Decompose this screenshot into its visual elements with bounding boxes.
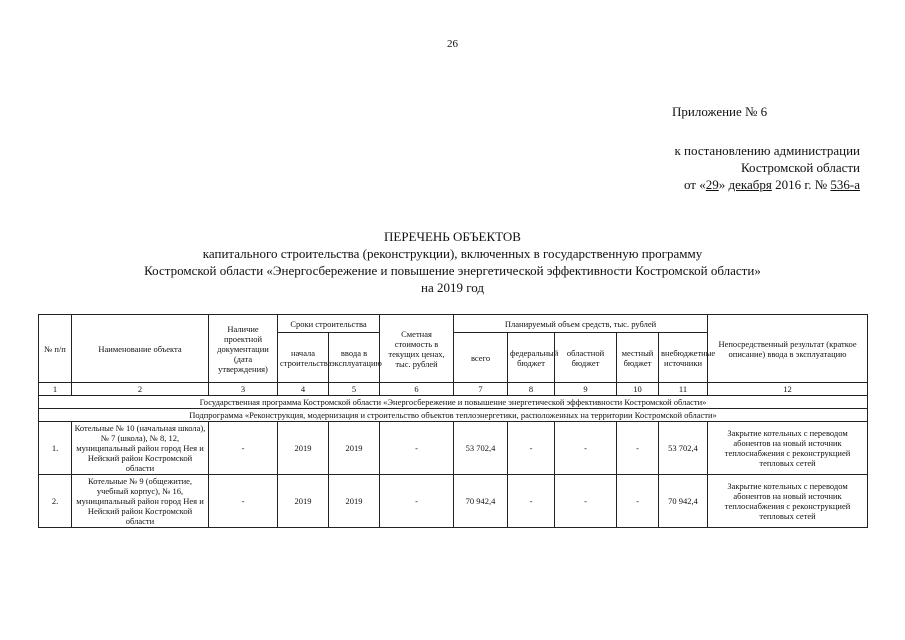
decree-mid: » — [718, 177, 729, 192]
appendix-label: Приложение № 6 — [672, 104, 768, 119]
decree-year: 2016 г. № — [771, 177, 831, 192]
row-commission: 2019 — [329, 475, 380, 528]
row-local: - — [617, 422, 659, 475]
header-total: всего — [454, 333, 508, 383]
header-result: Непосредственный результат (краткое описание) ввода в эксплуатацию — [708, 315, 868, 383]
objects-table — [38, 314, 868, 528]
header-regional: областной бюджет — [555, 333, 617, 383]
subprogram-title: Подпрограмма «Реконструкция, модернизация и строительство объектов теплоэнергетики, расположенных на территории Костромской области» — [39, 409, 868, 422]
decree-day: 29 — [705, 177, 719, 192]
header-local: местный бюджет — [617, 333, 659, 383]
decree-number: 536-а — [830, 177, 860, 192]
row-cost: - — [380, 422, 454, 475]
index-cell: 2 — [72, 383, 209, 396]
index-cell: 8 — [508, 383, 555, 396]
row-local: - — [617, 475, 659, 528]
header-commission: ввода в эксплуатацию — [329, 333, 380, 383]
row-object-name: Котельные № 10 (начальная школа), № 7 (школа), № 8, 12, муниципальный район город Нея и Нейский район Костромской области — [72, 422, 209, 475]
header-cost: Сметная стоимость в текущих ценах, тыс. рублей — [380, 315, 454, 383]
row-extra: 53 702,4 — [659, 422, 708, 475]
header-planned: Планируемый объем средств, тыс. рублей — [454, 315, 708, 333]
row-result: Закрытие котельных с переводом абонентов на новый источник теплоснабжения с реконструкцией тепловых сетей — [708, 475, 868, 528]
row-total: 70 942,4 — [454, 475, 508, 528]
row-docs: - — [209, 422, 278, 475]
index-cell: 11 — [659, 383, 708, 396]
index-cell: 6 — [380, 383, 454, 396]
row-start: 2019 — [278, 422, 329, 475]
header-start: начала строительства — [278, 333, 329, 383]
decree-prefix: от « — [683, 177, 706, 192]
index-row — [39, 383, 868, 396]
program-title: Государственная программа Костромской области «Энергосбережение и повышение энергетической эффективности Костромской области» — [39, 396, 868, 409]
row-start: 2019 — [278, 475, 329, 528]
title-line-3: Костромской области «Энергосбережение и повышение энергетической эффективности Костромской области» — [144, 263, 761, 278]
header-name: Наименование объекта — [72, 315, 209, 383]
table-row — [39, 475, 868, 528]
title-line-4: на 2019 год — [421, 280, 484, 295]
index-cell: 12 — [708, 383, 868, 396]
row-regional: - — [555, 422, 617, 475]
title-line-2: капитального строительства (реконструкции), включенных в государственную программу — [202, 246, 703, 261]
index-cell: 9 — [555, 383, 617, 396]
decree-month: декабря — [728, 177, 772, 192]
header-docs: Наличие проектной документации (дата утверждения) — [209, 315, 278, 383]
header-federal: федеральный бюджет — [508, 333, 555, 383]
row-federal: - — [508, 475, 555, 528]
header-terms: Сроки строительства — [278, 315, 380, 333]
index-cell: 3 — [209, 383, 278, 396]
subprogram-row — [39, 409, 868, 422]
row-federal: - — [508, 422, 555, 475]
row-object-name: Котельные № 9 (общежитие, учебный корпус), № 16, муниципальный район город Нея и Нейский район Костромской области — [72, 475, 209, 528]
index-cell: 7 — [454, 383, 508, 396]
page-number: 26 — [447, 38, 458, 50]
row-total: 53 702,4 — [454, 422, 508, 475]
header-extra: внебюджетные источники — [659, 333, 708, 383]
decree-line-2: Костромской области — [740, 160, 860, 175]
row-num: 1. — [39, 422, 72, 475]
row-extra: 70 942,4 — [659, 475, 708, 528]
row-cost: - — [380, 475, 454, 528]
program-row — [39, 396, 868, 409]
index-cell: 4 — [278, 383, 329, 396]
row-commission: 2019 — [329, 422, 380, 475]
document-title — [0, 228, 905, 296]
row-regional: - — [555, 475, 617, 528]
index-cell: 10 — [617, 383, 659, 396]
row-result: Закрытие котельных с переводом абонентов на новый источник теплоснабжения с реконструкцией тепловых сетей — [708, 422, 868, 475]
row-num: 2. — [39, 475, 72, 528]
index-cell: 1 — [39, 383, 72, 396]
table-row — [39, 422, 868, 475]
decree-reference — [590, 142, 860, 193]
decree-line-1: к постановлению администрации — [674, 143, 860, 158]
decree-date-line — [590, 176, 860, 193]
row-docs: - — [209, 475, 278, 528]
index-cell: 5 — [329, 383, 380, 396]
title-line-1: ПЕРЕЧЕНЬ ОБЪЕКТОВ — [384, 229, 521, 244]
header-row-1 — [39, 315, 868, 333]
header-num: № п/п — [39, 315, 72, 383]
